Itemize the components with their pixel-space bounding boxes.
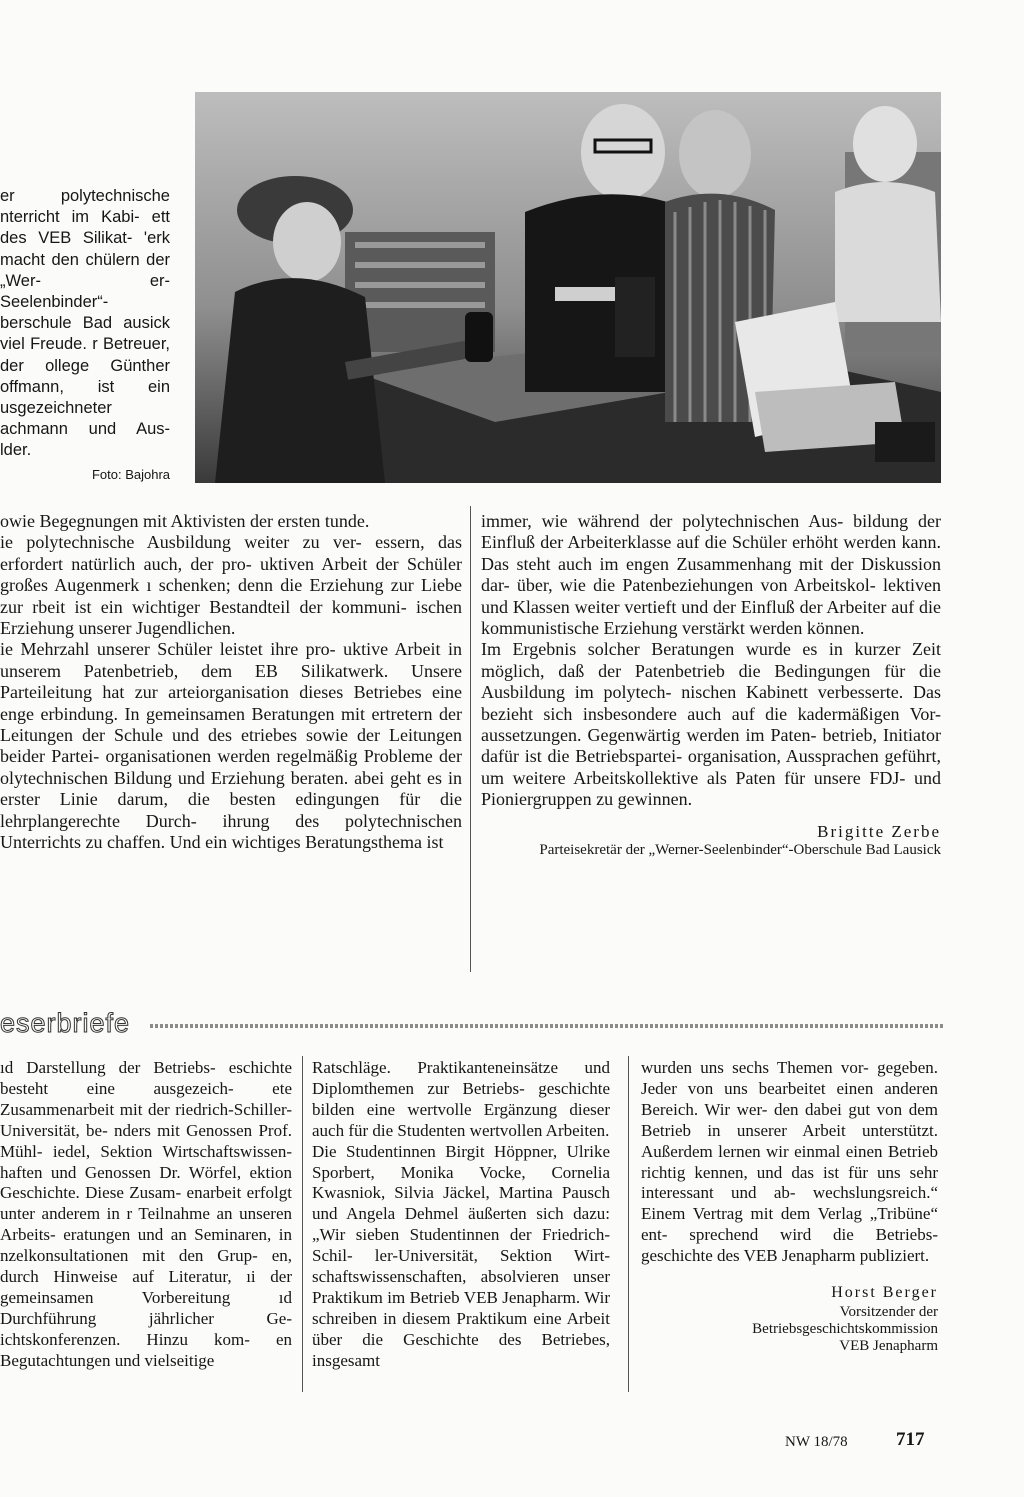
section-heading-text: eserbriefe: [0, 1008, 131, 1038]
page-number: 717: [896, 1429, 925, 1450]
issue-number: NW 18/78: [785, 1434, 848, 1450]
article-paragraph: immer, wie während der polytechnischen Aus- bildung der Einfluß der Arbeiterklasse auf die Schüler erhöht werden kann. Das steht auch im engen Zusammenhang mit der Diskussion dar- über, wie die Patenbeziehungen von Arbeitskol- lektiven und Klassen weiter vertieft und der Einfluß der Arbeiter auf die kommunistische Erziehung verstärkt werden können.: [481, 511, 941, 639]
letter-column-1: [0, 1058, 292, 1372]
article-paragraph: Im Ergebnis solcher Beratungen wurde es in kurzer Zeit möglich, daß der Patenbetrieb die Bedingungen für die Ausbildung im polytech- nischen Kabinett verbesserte. Das bezieht sich insbesondere auch auf die kadermäßigen Vor- aussetzungen. Gegenwärtig werden im Paten- betrieb, Initiator dafür ist die Betriebspartei- organisation, Aussprachen geführt, um weitere Arbeitskollektive als Paten für unsere FDJ- und Pioniergruppen zu gewinnen.: [481, 639, 941, 810]
article-author-role: Parteisekretär der „Werner-Seelenbinder“-Oberschule Bad Lausick: [539, 842, 941, 859]
article-column-2: [481, 511, 941, 859]
article-paragraph: ie Mehrzahl unserer Schüler leistet ihre pro- uktive Arbeit in unserem Patenbetrieb, dem EB Silikatwerk. Unsere Parteileitung hat zur arteiorganisation dieses Betriebes eine enge erbindung. In gemeinsamen Beratungen mit ertretern der Leitungen der Schule und des etriebes sowie der Leitungen beider Partei- organisationen werden regelmäßig Probleme der olytechnischen Bildung und Erziehung beraten. abei geht es in erster Linie darum, die besten edingungen für die lehrplangerechte Durch- ihrung des polytechnischen Unterrichts zu chaffen. Und ein wichtiges Beratungsthema ist: [0, 639, 462, 853]
letter-author-role: VEB Jenapharm: [839, 1337, 938, 1354]
letter-author-role: Vorsitzender der: [839, 1303, 938, 1320]
letter-column-2: [312, 1058, 610, 1372]
letter-paragraph: ıd Darstellung der Betriebs- eschichte besteht eine ausgezeich- ete Zusammenarbeit mit der riedrich-Schiller-Universität, be- nders mit Genossen Prof. Mühl- iedel, Sektion Wirtschaftswissen- haften und Genossen Dr. Wörfel, ektion Geschichte. Diese Zusam- enarbeit erfolgt unter anderem in r Teilnahme an unseren Arbeits- eratungen und an Seminaren, in nzelkonsultationen mit den Grup- en, durch Hinweise auf Literatur, ıi der gemeinsamen Vorbereitung ıd Durchführung jährlicher Ge- ichtskonferenzen. Hinzu kom- en Begutachtungen und vielseitige: [0, 1058, 292, 1370]
article-author: Brigitte Zerbe: [817, 821, 941, 841]
article-paragraph: ie polytechnische Ausbildung weiter zu ver- essern, das erfordert natürlich auch, der pro- uktiven Arbeit der Schüler großes Augenmerk ı schenken; denn die Erziehung zur Liebe zur rbeit ist ein wichtiger Bestandteil der kommuni- ischen Erziehung unserer Jugendlichen.: [0, 532, 462, 639]
column-divider: [302, 1056, 303, 1392]
letter-author-role: Betriebsgeschichtskommission: [752, 1320, 938, 1337]
workshop-photo-illustration: [195, 92, 941, 483]
column-divider: [470, 506, 471, 972]
section-heading: [0, 1006, 945, 1046]
letter-paragraph: Ratschläge. Praktikanteneinsätze und Diplomthemen zur Betriebs- geschichte bilden eine wertvolle Ergänzung dieser auch für die Studenten wertvollen Arbeiten.: [312, 1058, 610, 1140]
photo-caption-text: er polytechnische nterricht im Kabi- ett des VEB Silikat- 'erk macht den chülern der „Wer- er-Seelenbinder“- berschule Bad ausick viel Freude. r Betreuer, der ollege Günther offmann, ist ein usgezeichneter achmann und Aus- lder.: [0, 187, 170, 460]
workshop-photo: [195, 92, 941, 483]
article-paragraph: owie Begegnungen mit Aktivisten der ersten tunde.: [0, 511, 370, 531]
photo-caption: [0, 186, 170, 485]
letter-author: Horst Berger: [831, 1284, 938, 1302]
photo-credit: Foto: Bajohra: [91, 466, 170, 482]
column-divider: [628, 1056, 629, 1392]
letter-paragraph: Die Studentinnen Birgit Höppner, Ulrike Sporbert, Monika Vocke, Cornelia Kwasniok, Silvia Jäckel, Martina Pausch und Angela Dehmel äußerten sich dazu: „Wir sieben Studentinnen der Friedrich-Schil- ler-Universität, Sektion Wirt- schaftswissenschaften, absolvieren unser Praktikum im Betrieb VEB Jenapharm. Wir schreiben in diesem Praktikum eine Arbeit über die Geschichte des Betriebes, insgesamt: [312, 1141, 610, 1370]
letter-paragraph: wurden uns sechs Themen vor- gegeben. Jeder von uns bearbeitet einen anderen Bereich. Wir wer- den dabei gut von dem Betrieb in unserer Arbeit unterstützt. Außerdem lernen wir einmal einen Betrieb richtig kennen, und das ist für uns sehr interessant und ab- wechslungsreich.“ Einem Vertrag mit dem Verlag „Tribüne“ ent- sprechend wird die Betriebs- geschichte des VEB Jenapharm publiziert.: [641, 1058, 938, 1266]
letter-column-3: [641, 1058, 938, 1355]
article-column-1: [0, 511, 462, 854]
section-heading-rule: [150, 1024, 945, 1028]
